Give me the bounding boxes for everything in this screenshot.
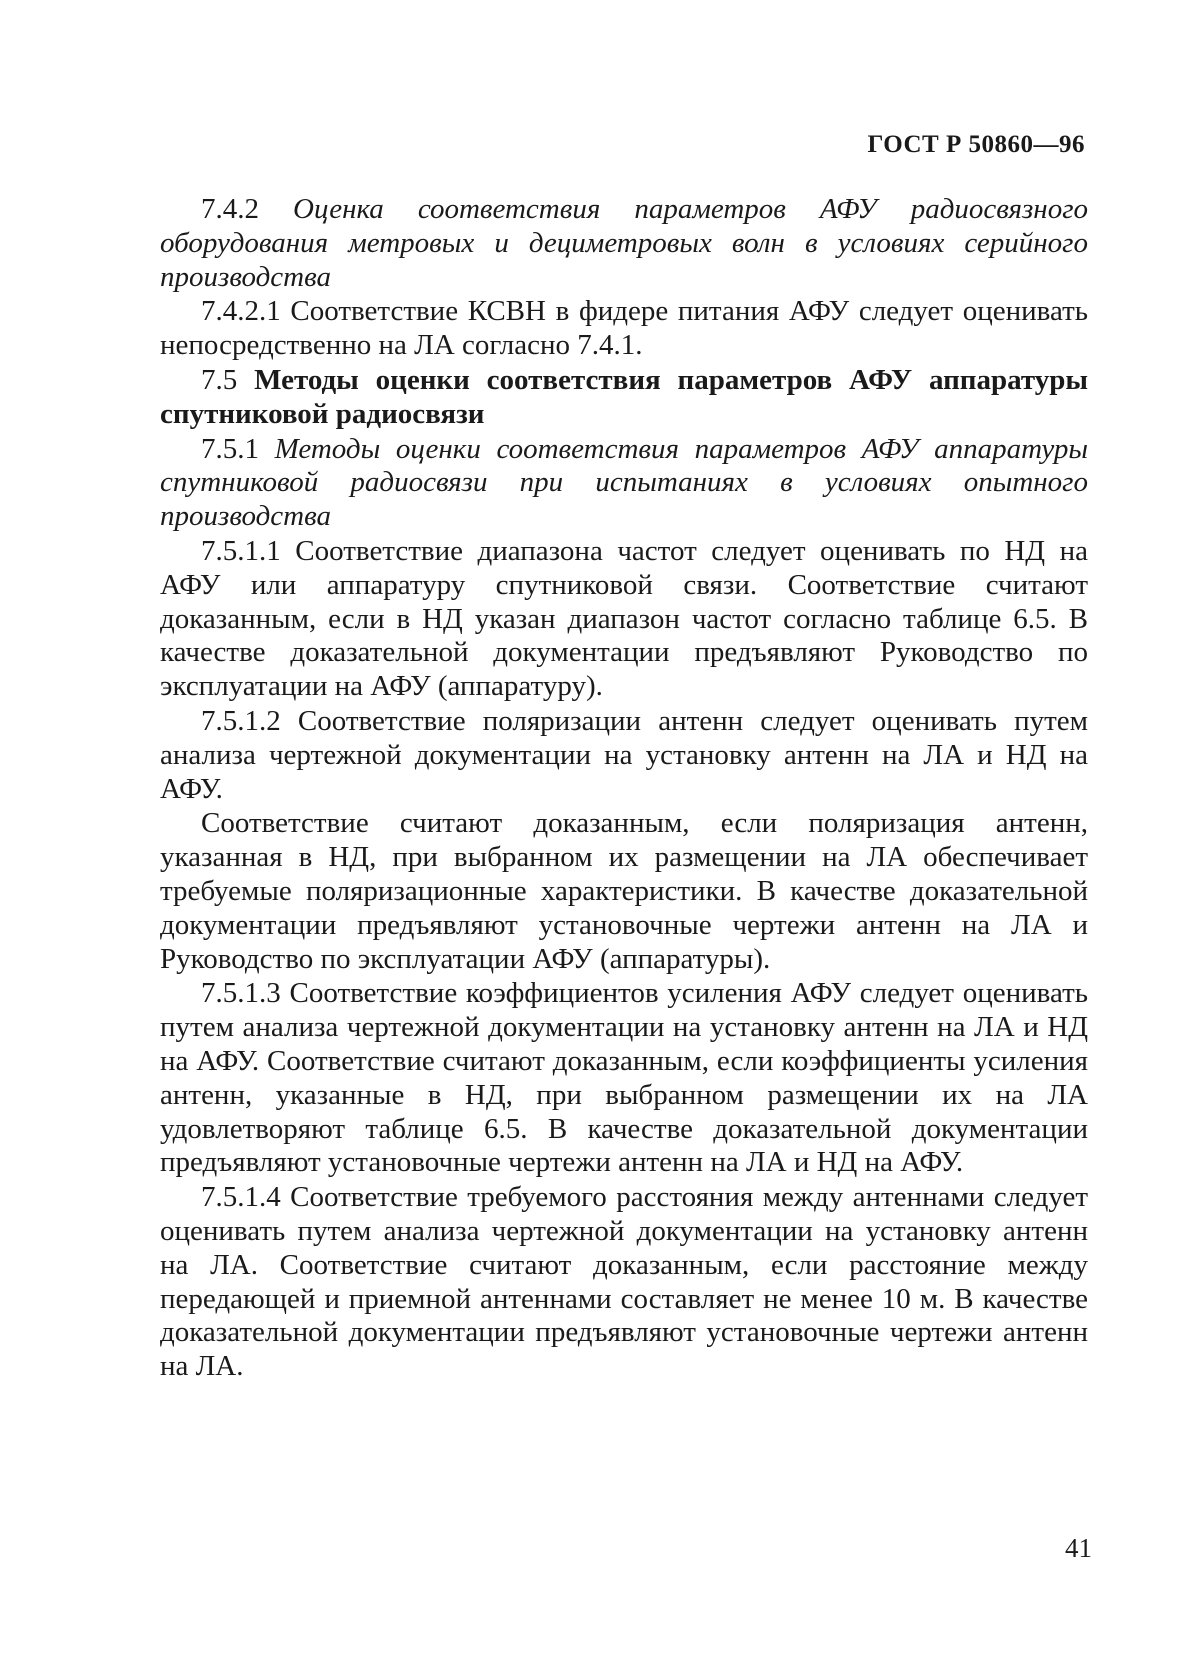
paragraph-text: Соответствие поляризации антенн следует оценивать путем анализа чертежной документации на установку антенн на ЛА и НД на АФУ. <box>160 704 1088 805</box>
section-title: Оценка соответствия параметров АФУ радиосвязного оборудования метровых и дециметровых волн в условиях серийного производства <box>160 193 1089 293</box>
section-title: Методы оценки соответствия параметров АФУ аппаратуры спутниковой радиосвязи при испытаниях в условиях опытного производства <box>160 432 1088 533</box>
document-body <box>160 193 1088 1384</box>
section-number: 7.5.1 <box>201 432 259 465</box>
page-number: 41 <box>1065 1533 1092 1563</box>
paragraph-text: Соответствие коэффициентов усиления АФУ следует оценивать путем анализа чертежной документации на установку антенн на ЛА и НД на АФУ. Соответствие считают доказанным, если коэффициенты усиления антенн, указанные в НД, при выбранном размещении их на ЛА удовлетворяют таблице 6.5. В качестве доказательной документации предъявляют установочные чертежи антенн на ЛА и НД на АФУ. <box>160 977 1088 1179</box>
document-header: ГОСТ Р 50860—96 <box>867 131 1085 158</box>
paragraph-7-5-1-4 <box>160 1181 1088 1384</box>
section-number: 7.4.2 <box>201 193 259 225</box>
paragraph-7-5-1-2 <box>160 705 1088 806</box>
section-number: 7.5.1.1 <box>201 534 281 567</box>
paragraph-text: Соответствие требуемого расстояния между антеннами следует оценивать путем анализа чертежной документации на установку антенн на ЛА. Соответствие считают доказанным, если расстояние между передающей и приемной антеннами составляет не менее 10 м. В качестве доказательной документации предъявляют установочные чертежи антенн на ЛА. <box>160 1181 1088 1383</box>
section-number: 7.5 <box>201 363 238 396</box>
paragraph-7-5-1-2-continued <box>160 807 1088 976</box>
heading-7-5 <box>160 364 1088 432</box>
paragraph-7-5-1-3 <box>160 977 1088 1180</box>
paragraph-7-5-1-1 <box>160 535 1088 704</box>
section-title: Методы оценки соответствия параметров АФУ аппаратуры спутниковой радиосвязи <box>160 363 1088 430</box>
section-number: 7.4.2.1 <box>201 295 281 328</box>
paragraph-text: Соответствие считают доказанным, если поляризация антенн, указанная в НД, при выбранном их размещении на ЛА обеспечивает требуемые поляризационные характеристики. В качестве доказательной документации предъявляют установочные чертежи антенн на ЛА и Руководство по эксплуатации АФУ (аппаратуры). <box>160 807 1088 975</box>
heading-7-5-1 <box>160 433 1088 534</box>
section-number: 7.5.1.3 <box>201 977 281 1010</box>
paragraph-text: Соответствие КСВН в фидере питания АФУ следует оценивать непосредственно на ЛА согласно 7.4.1. <box>160 295 1088 362</box>
section-number: 7.5.1.4 <box>201 1181 281 1214</box>
paragraph-7-4-2-1 <box>160 295 1088 363</box>
heading-7-4-2 <box>160 193 1088 294</box>
paragraph-text: Соответствие диапазона частот следует оценивать по НД на АФУ или аппаратуру спутниковой связи. Соответствие считают доказанным, если в НД указан диапазон частот согласно таблице 6.5. В качестве доказательной документации предъявляют Руководство по эксплуатации на АФУ (аппаратуру). <box>160 534 1089 703</box>
section-number: 7.5.1.2 <box>201 704 281 737</box>
